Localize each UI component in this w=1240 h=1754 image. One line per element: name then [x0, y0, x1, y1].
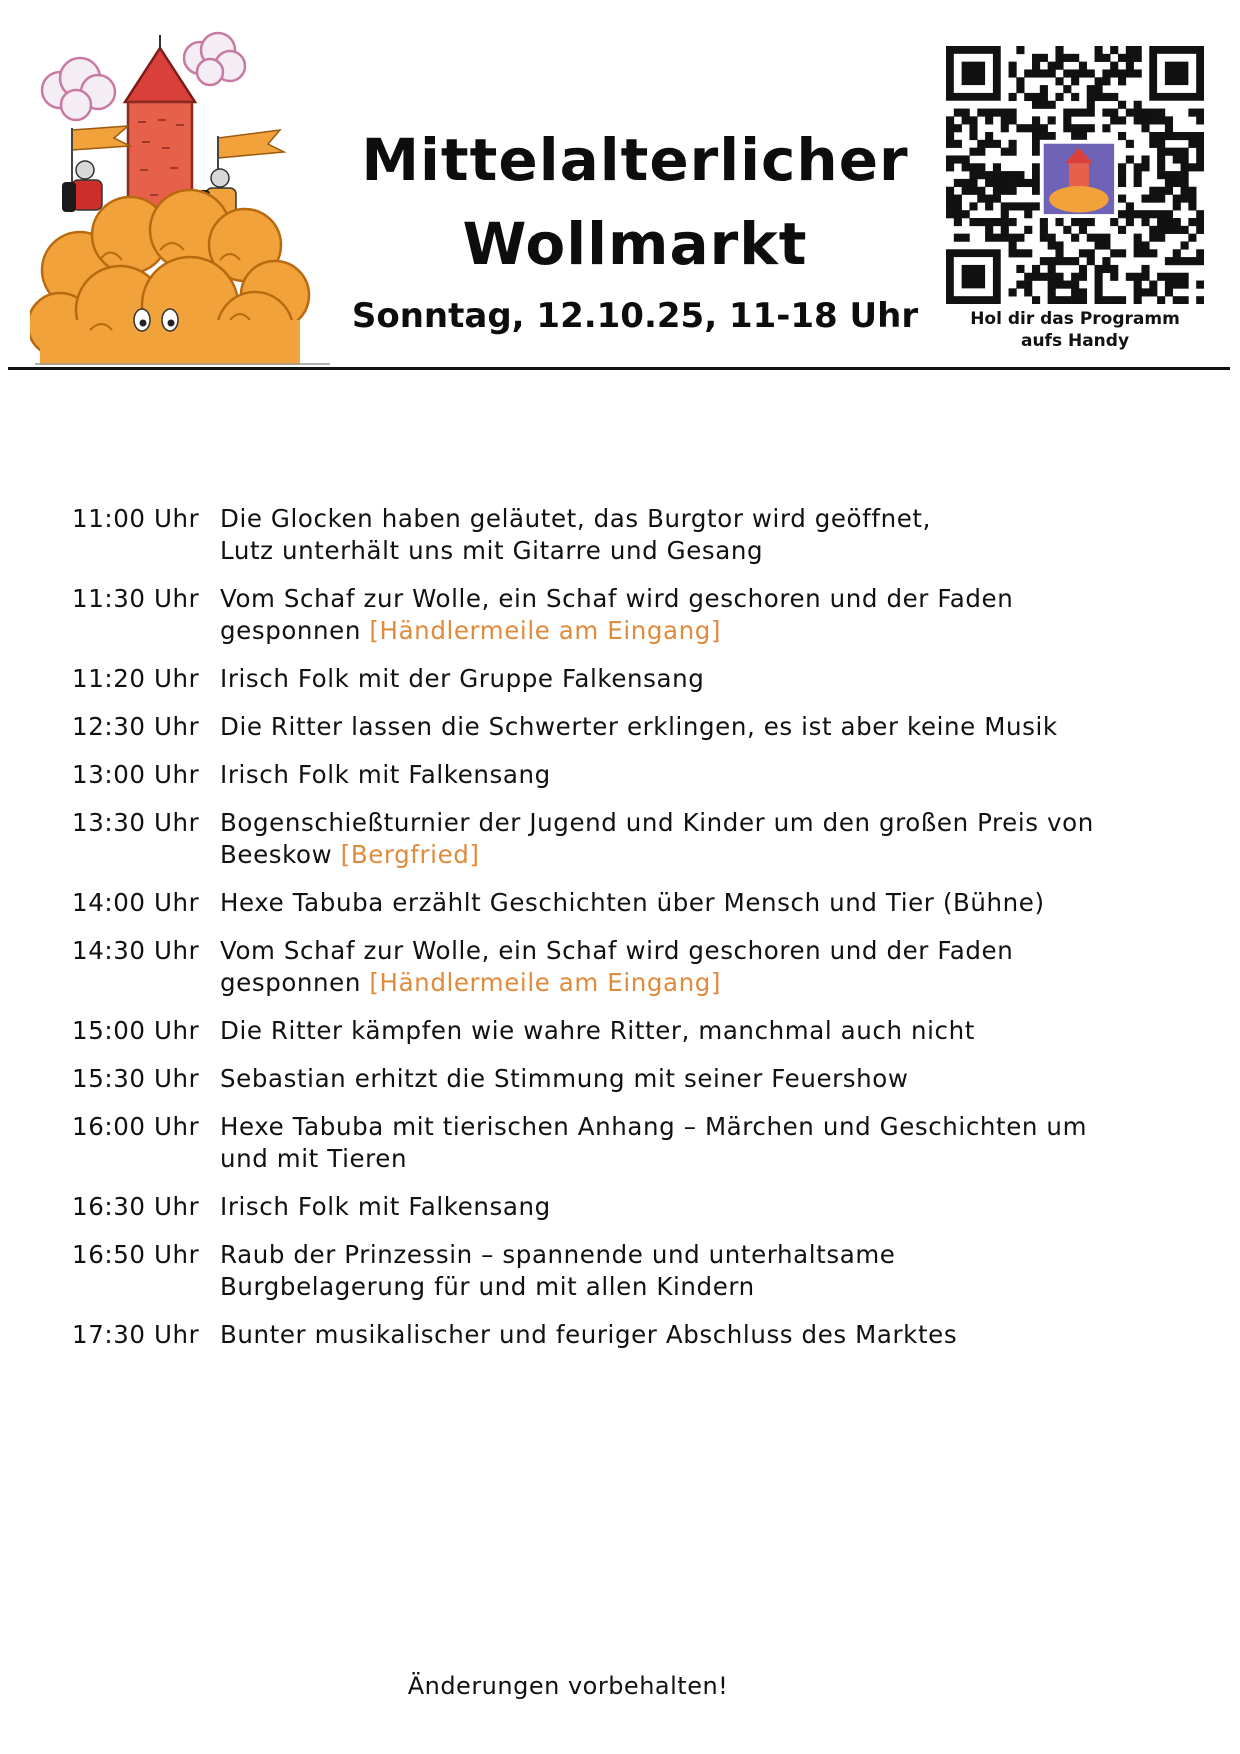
footer-note-text: Änderungen vorbehalten! [407, 1672, 729, 1700]
schedule-text: Vom Schaf zur Wolle, ein Schaf wird geschoren und der Faden [220, 936, 1014, 965]
schedule-item [72, 1015, 1172, 1047]
schedule-description [220, 583, 1172, 647]
schedule-text-continued [220, 1143, 1172, 1175]
schedule-item [72, 935, 1172, 999]
knight-left-icon [62, 161, 102, 212]
schedule-time: 13:00 Uhr [72, 760, 200, 789]
schedule-text-continued [220, 967, 1172, 999]
schedule-text-line2: und mit Tieren [220, 1144, 408, 1173]
schedule-time: 16:00 Uhr [72, 1112, 200, 1141]
schedule-text: Irisch Folk mit Falkensang [220, 760, 551, 789]
schedule-item [72, 807, 1172, 871]
schedule-time: 14:00 Uhr [72, 888, 200, 917]
schedule-text: Hexe Tabuba erzählt Geschichten über Mensch und Tier (Bühne) [220, 888, 1045, 917]
schedule-text: Irisch Folk mit Falkensang [220, 1192, 551, 1221]
schedule-item [72, 1191, 1172, 1223]
schedule-location: [Händlermeile am Eingang] [369, 616, 722, 645]
schedule-text: Hexe Tabuba mit tierischen Anhang – Märchen und Geschichten um [220, 1112, 1088, 1141]
schedule-item [72, 1319, 1172, 1351]
schedule-time: 11:20 Uhr [72, 664, 200, 693]
schedule-text-line2: gesponnen [220, 968, 370, 997]
schedule-description [220, 1063, 1172, 1095]
schedule-text-line2: Beeskow [220, 840, 341, 869]
smoke-cloud-left-icon [42, 58, 115, 120]
schedule-text-continued [220, 615, 1172, 647]
schedule-text: Die Ritter lassen die Schwerter erklingen, es ist aber keine Musik [220, 712, 1058, 741]
schedule-text-line2: Burgbelagerung für und mit allen Kindern [220, 1272, 755, 1301]
sheep-icon [30, 190, 309, 365]
schedule-description [220, 503, 1172, 567]
schedule-text: Sebastian erhitzt die Stimmung mit seiner Feuershow [220, 1064, 909, 1093]
schedule-time: 15:00 Uhr [72, 1016, 200, 1045]
schedule-item [72, 759, 1172, 791]
flag-right-icon [218, 130, 284, 158]
schedule-item [72, 887, 1172, 919]
schedule-description [220, 1015, 1172, 1047]
schedule-text: Die Glocken haben geläutet, das Burgtor wird geöffnet, [220, 504, 931, 533]
castle-tower-on-sheep-illustration [30, 30, 330, 365]
title-block [340, 118, 930, 338]
schedule-description [220, 1239, 1172, 1303]
qr-code-icon [946, 46, 1204, 304]
page-title-line2: Wollmarkt [462, 210, 808, 278]
schedule-text: Die Ritter kämpfen wie wahre Ritter, manchmal auch nicht [220, 1016, 975, 1045]
schedule-time: 17:30 Uhr [72, 1320, 200, 1349]
schedule-description [220, 759, 1172, 791]
schedule-description [220, 1319, 1172, 1351]
schedule-time: 15:30 Uhr [72, 1064, 200, 1093]
schedule-item [72, 1111, 1172, 1175]
schedule-time: 16:50 Uhr [72, 1240, 200, 1269]
schedule-text: Vom Schaf zur Wolle, ein Schaf wird geschoren und der Faden [220, 584, 1014, 613]
flag-left-icon [72, 126, 130, 150]
schedule-time: 11:00 Uhr [72, 504, 200, 533]
qr-caption-line1: Hol dir das Programm [970, 309, 1180, 329]
schedule-description [220, 807, 1172, 871]
schedule-item [72, 1239, 1172, 1303]
schedule-item [72, 583, 1172, 647]
schedule-text: Raub der Prinzessin – spannende und unterhaltsame [220, 1240, 896, 1269]
schedule-description [220, 711, 1172, 743]
schedule-list [72, 503, 1172, 1367]
qr-caption-line2: aufs Handy [1020, 331, 1130, 351]
schedule-time: 16:30 Uhr [72, 1192, 200, 1221]
schedule-text-line2: Lutz unterhält uns mit Gitarre und Gesang [220, 536, 764, 565]
schedule-text-line2: gesponnen [220, 616, 370, 645]
qr-caption [930, 308, 1220, 352]
schedule-item [72, 503, 1172, 567]
schedule-text: Bogenschießturnier der Jugend und Kinder um den großen Preis von [220, 808, 1094, 837]
schedule-time: 11:30 Uhr [72, 584, 200, 613]
schedule-location: [Bergfried] [340, 840, 480, 869]
schedule-text-continued [220, 1271, 1172, 1303]
schedule-text-continued [220, 839, 1172, 871]
schedule-time: 13:30 Uhr [72, 808, 200, 837]
schedule-description [220, 935, 1172, 999]
smoke-cloud-right-icon [184, 33, 245, 85]
schedule-item [72, 1063, 1172, 1095]
page-header [0, 0, 1240, 372]
header-divider [8, 367, 1230, 370]
schedule-text: Irisch Folk mit der Gruppe Falkensang [220, 664, 705, 693]
schedule-text: Bunter musikalischer und feuriger Abschluss des Marktes [220, 1320, 958, 1349]
schedule-time: 14:30 Uhr [72, 936, 200, 965]
schedule-item [72, 711, 1172, 743]
schedule-description [220, 663, 1172, 695]
schedule-time: 12:30 Uhr [72, 712, 200, 741]
schedule-description [220, 1191, 1172, 1223]
schedule-description [220, 1111, 1172, 1175]
footer-note [0, 1672, 1240, 1700]
schedule-location: [Händlermeile am Eingang] [369, 968, 722, 997]
schedule-item [72, 663, 1172, 695]
qr-code [946, 46, 1204, 304]
page-title-line1: Mittelalterlicher [361, 126, 909, 194]
schedule-text-continued [220, 535, 1172, 567]
event-date: Sonntag, 12.10.25, 11-18 Uhr [351, 296, 919, 336]
schedule-description [220, 887, 1172, 919]
